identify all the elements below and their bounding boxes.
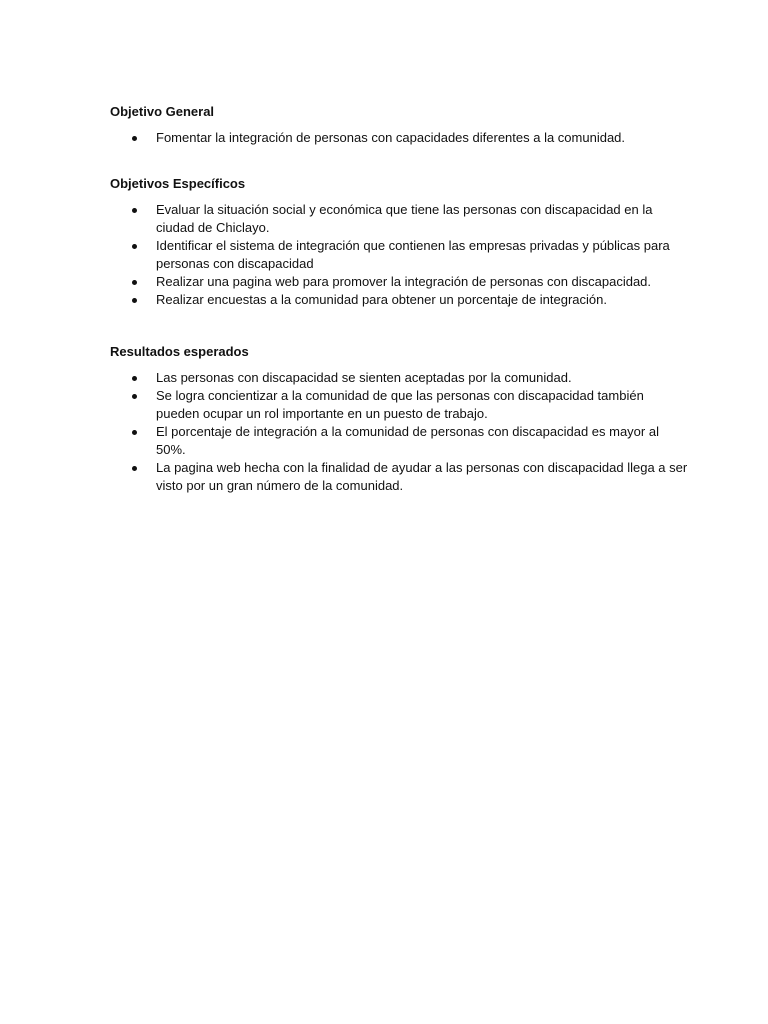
list-item: [110, 237, 688, 273]
section-title: Objetivo General: [110, 104, 215, 119]
list-item-text: Realizar una pagina web para promover la integración de personas con discapacidad.: [156, 274, 652, 289]
bullet-list: [110, 201, 688, 309]
bullet-icon: [132, 136, 137, 141]
bullet-icon: [132, 280, 137, 285]
bullet-icon: [132, 394, 137, 399]
bullet-icon: [132, 376, 137, 381]
list-item-text: El porcentaje de integración a la comunidad de personas con discapacidad es mayor al 50%.: [156, 424, 659, 457]
list-item: [110, 369, 688, 387]
list-item: [110, 273, 688, 291]
bullet-icon: [132, 244, 137, 249]
bullet-icon: [132, 466, 137, 471]
list-item-text: La pagina web hecha con la finalidad de ayudar a las personas con discapacidad llega a ser visto por un gran número de la comunidad.: [156, 460, 688, 493]
list-item: [110, 423, 688, 459]
list-item: [110, 129, 688, 147]
bullet-icon: [132, 208, 137, 213]
list-item-text: Evaluar la situación social y económica que tiene las personas con discapacidad en la ciudad de Chiclayo.: [156, 202, 653, 235]
section-objetivos-especificos: [110, 175, 688, 309]
bullet-icon: [132, 298, 137, 303]
section-title: Resultados esperados: [110, 344, 249, 359]
list-item-text: Realizar encuestas a la comunidad para obtener un porcentaje de integración.: [156, 292, 607, 307]
bullet-list: [110, 369, 688, 495]
list-item-text: Identificar el sistema de integración que contienen las empresas privadas y públicas para personas con discapacidad: [156, 238, 670, 271]
bullet-list: [110, 129, 688, 147]
list-item: [110, 201, 688, 237]
section-title: Objetivos Específicos: [110, 176, 246, 191]
bullet-icon: [132, 430, 137, 435]
list-item-text: Las personas con discapacidad se sienten aceptadas por la comunidad.: [156, 370, 572, 385]
section-objetivo-general: [110, 103, 688, 147]
list-item: [110, 459, 688, 495]
list-item-text: Fomentar la integración de personas con capacidades diferentes a la comunidad.: [156, 130, 626, 145]
list-item: [110, 387, 688, 423]
section-resultados-esperados: [110, 343, 688, 495]
list-item-text: Se logra concientizar a la comunidad de que las personas con discapacidad también pueden ocupar un rol importante en un puesto de trabajo.: [156, 388, 644, 421]
list-item: [110, 291, 688, 309]
